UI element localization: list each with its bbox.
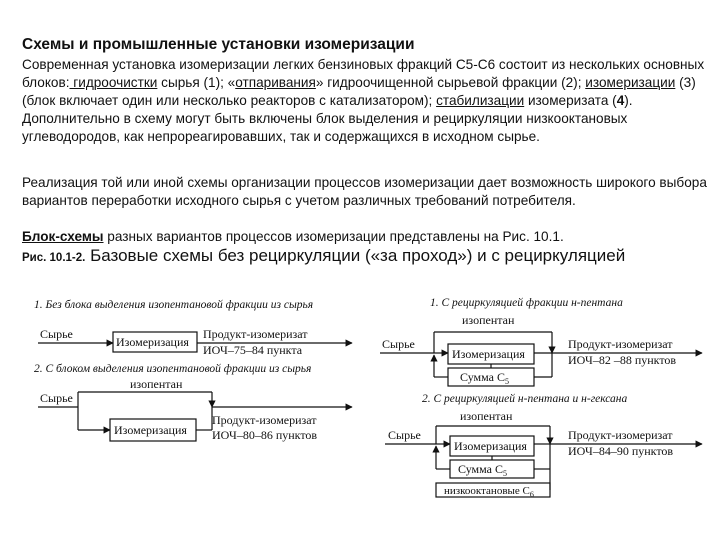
octane-label: ИОЧ–75–84 пункта bbox=[203, 343, 303, 357]
octane-label: ИОЧ–84–90 пунктов bbox=[568, 444, 674, 458]
block-label: Изомеризация bbox=[116, 335, 189, 349]
side-label: изопентан bbox=[462, 313, 515, 327]
figure-diagrams bbox=[0, 280, 720, 535]
feed-label: Сырье bbox=[40, 391, 73, 405]
sum-subscript: 5 bbox=[502, 469, 507, 478]
term-stripping: отпаривания bbox=[235, 75, 316, 90]
text-run: » гидроочищенной сырьевой фракции ( bbox=[315, 75, 566, 90]
block-number: 1 bbox=[208, 75, 216, 90]
scheme-title: 1. С рециркуляцией фракции н-пентана bbox=[430, 297, 623, 309]
text-run: ); bbox=[573, 75, 586, 90]
scheme-title: 1. Без блока выделения изопентановой фракции из сырья bbox=[34, 299, 314, 311]
text-run: ( bbox=[675, 75, 684, 90]
text-run: ) (блок включает один или несколько реакторов с катализатором); bbox=[22, 75, 696, 108]
octane-label: ИОЧ–80–86 пунктов bbox=[212, 428, 318, 442]
text-run: ). Дополнительно в схему могут быть включены блок выделения и рециркуляции низкооктановых углеводородов, как непрореагировавших, так и содержащихся в исходном сырье. bbox=[22, 93, 633, 144]
text-run: изомеризата ( bbox=[524, 93, 617, 108]
term-block-diagrams: Блок-схемы bbox=[22, 229, 104, 244]
sum-text: Сумма С bbox=[460, 370, 505, 384]
octane-label: ИОЧ–82 –88 пунктов bbox=[568, 353, 677, 367]
block-number: 4 bbox=[616, 93, 625, 108]
scheme-title: 2. С рециркуляцией н-пентана и н-гексана bbox=[422, 393, 628, 405]
figure-caption-text: Базовые схемы без рециркуляции («за проход») и с рециркуляцией bbox=[85, 246, 626, 265]
text-run: разных вариантов процессов изомеризации представлены на Рис. 10.1. bbox=[103, 229, 564, 244]
low-octane-subscript: 6 bbox=[529, 490, 534, 499]
figure-caption bbox=[22, 246, 625, 266]
block-number: 3 bbox=[683, 75, 692, 90]
term-isomerization: изомеризации bbox=[585, 75, 676, 90]
scheme-title: 2. С блоком выделения изопентановой фракции из сырья bbox=[34, 363, 312, 375]
paragraph-scheme-choice: Реализация той или иной схемы организации процессов изомеризации дает возможность широкого выбора вариантов переработки исходного сырья с учетом различных требований потребителя. bbox=[22, 175, 707, 208]
paragraph-composition bbox=[22, 56, 712, 146]
figure-label: Рис. 10.1-2. bbox=[22, 252, 86, 264]
term-stabilization: стабилизации bbox=[436, 93, 525, 108]
block-label: Изомеризация bbox=[454, 439, 527, 453]
text-run: ); « bbox=[215, 75, 236, 90]
feed-label: Сырье bbox=[382, 337, 415, 351]
side-label: изопентан bbox=[460, 409, 513, 423]
sum-subscript: 5 bbox=[504, 377, 509, 386]
product-label: Продукт-изомеризат bbox=[568, 428, 673, 442]
sum-text: Сумма С bbox=[458, 462, 503, 476]
text-run: сырья ( bbox=[157, 75, 209, 90]
block-label: Изомеризация bbox=[452, 347, 525, 361]
feed-label: Сырье bbox=[40, 327, 73, 341]
feed-label: Сырье bbox=[388, 428, 421, 442]
text-run: Современная установка изомеризации легких бензиновых фракций С5-С6 состоит из нескольких основных блоков: bbox=[22, 57, 705, 90]
block-number: 2 bbox=[565, 75, 574, 90]
sum-label bbox=[458, 462, 507, 478]
term-hydrotreating: гидроочистки bbox=[69, 75, 158, 90]
product-label: Продукт-изомеризат bbox=[212, 413, 317, 427]
sum-label bbox=[460, 370, 509, 386]
low-octane-label bbox=[444, 485, 534, 499]
product-label: Продукт-изомеризат bbox=[568, 337, 673, 351]
paragraph-block-diagrams bbox=[22, 228, 712, 246]
block-label: Изомеризация bbox=[114, 423, 187, 437]
low-octane-text: низкооктановые С bbox=[444, 485, 530, 497]
page-title: Схемы и промышленные установки изомеризации bbox=[22, 36, 415, 53]
product-label: Продукт-изомеризат bbox=[203, 327, 308, 341]
side-label: изопентан bbox=[130, 377, 183, 391]
